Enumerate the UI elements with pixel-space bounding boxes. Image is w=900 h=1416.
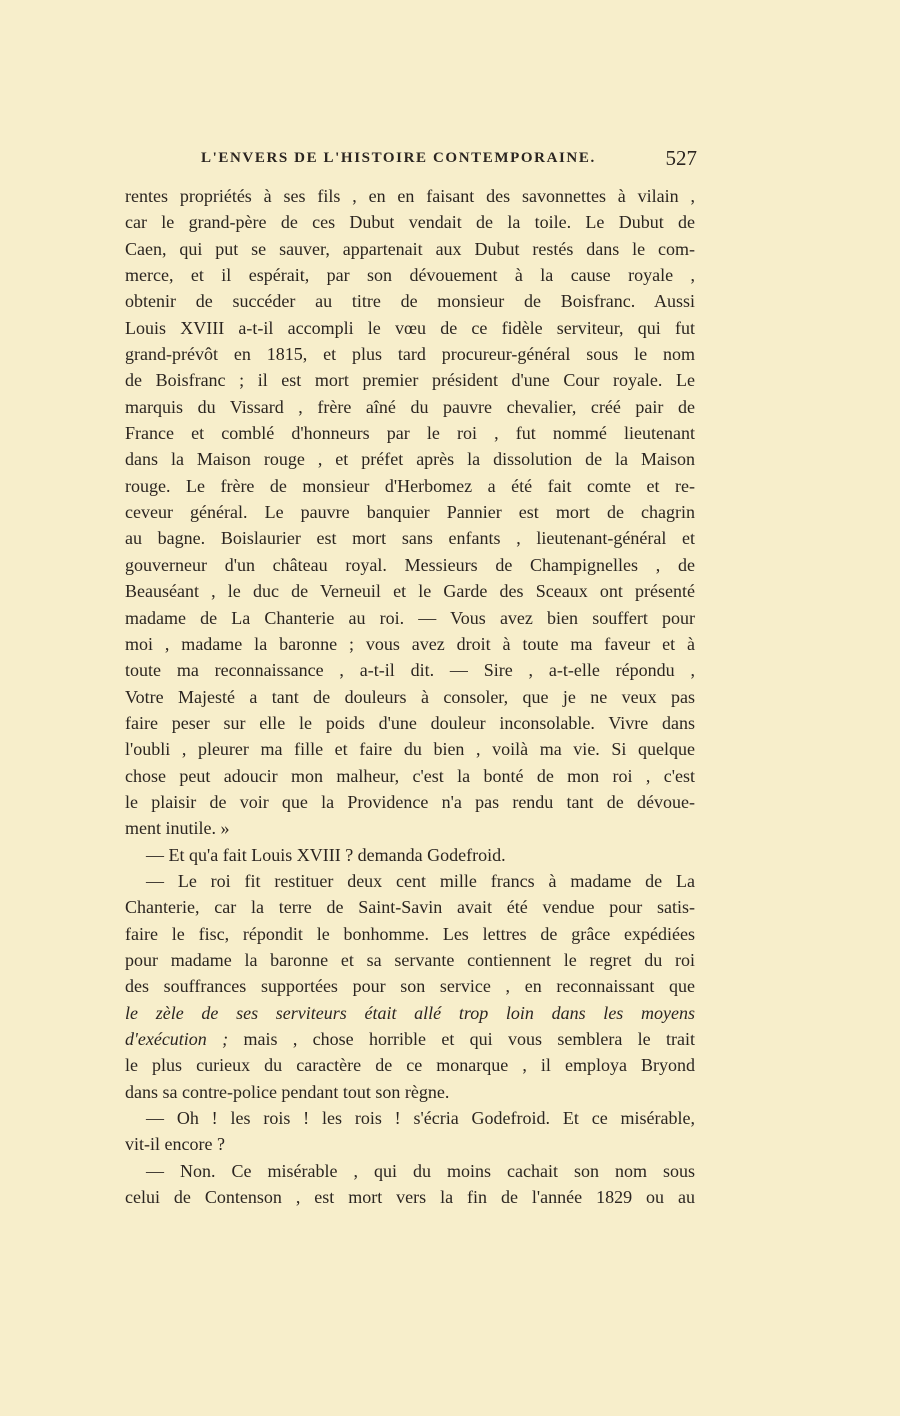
text-line <box>125 288 695 314</box>
text-span: toute ma reconnaissance , a-t-il dit. — Sire , a-t-elle répondu , <box>125 660 695 681</box>
text-span: Caen, qui put se sauver, appartenait aux Dubut restés dans le com- <box>125 238 695 259</box>
text-span: celui de Contenson , est mort vers la fin de l'année 1829 ou au <box>125 1187 695 1208</box>
text-line <box>125 1105 695 1131</box>
text-line <box>125 341 695 367</box>
text-span: pour madame la baronne et sa servante contiennent le regret du roi <box>125 949 695 970</box>
text-line <box>125 183 695 209</box>
running-title: L'ENVERS DE L'HISTOIRE CONTEMPORAINE. <box>201 150 596 166</box>
text-span: — Le roi fit restituer deux cent mille francs à madame de La <box>146 870 695 891</box>
text-span: marquis du Vissard , frère aîné du pauvre chevalier, créé pair de <box>125 396 695 417</box>
italic-text: d'exécution ; <box>125 1029 229 1049</box>
text-line <box>125 631 695 657</box>
text-line <box>125 973 695 999</box>
text-line <box>125 684 695 710</box>
text-span: madame de La Chanterie au roi. — Vous avez bien souffert pour <box>125 607 695 628</box>
text-line <box>125 262 695 288</box>
text-span: France et comblé d'honneurs par le roi , fut nommé lieutenant <box>125 423 695 444</box>
text-line <box>125 1131 695 1157</box>
text-span: dans la Maison rouge , et préfet après la dissolution de la Maison <box>125 449 695 470</box>
text-line <box>125 499 695 525</box>
text-span: Chanterie, car la terre de Saint-Savin avait été vendue pour satis- <box>125 897 695 918</box>
text-line <box>125 789 695 815</box>
text-line <box>125 578 695 604</box>
text-line <box>125 1026 695 1052</box>
text-span: rentes propriétés à ses fils , en en faisant des savonnettes à vilain , <box>125 186 695 206</box>
text-span: l'oubli , pleurer ma fille et faire du bien , voilà ma vie. Si quelque <box>125 739 695 760</box>
text-line <box>125 1184 695 1210</box>
text-line <box>125 1052 695 1078</box>
text-line <box>125 473 695 499</box>
text-span: au bagne. Boislaurier est mort sans enfants , lieutenant-général et <box>125 528 695 549</box>
text-line <box>125 815 695 841</box>
page-header <box>125 148 697 174</box>
text-line <box>125 525 695 551</box>
text-span: — Oh ! les rois ! les rois ! s'écria Godefroid. Et ce misérable, <box>146 1108 695 1129</box>
text-span: rouge. Le frère de monsieur d'Herbomez a été fait comte et re- <box>125 475 695 496</box>
text-line <box>125 657 695 683</box>
text-span: mais , chose horrible et qui vous semblera le trait <box>228 1029 695 1049</box>
text-line <box>125 1158 695 1184</box>
text-span: — Non. Ce misérable , qui du moins cachait son nom sous <box>146 1160 695 1181</box>
text-line <box>125 209 695 235</box>
italic-text: le zèle de ses serviteurs était allé trop loin dans les moyens <box>125 1002 695 1023</box>
page-number: 527 <box>665 146 697 170</box>
text-line <box>125 763 695 789</box>
text-span: dans sa contre-police pendant tout son règne. <box>125 1081 450 1102</box>
text-line <box>125 736 695 762</box>
text-span: le plus curieux du caractère de ce monarque , il employa Bryond <box>125 1055 695 1076</box>
text-line <box>125 868 695 894</box>
text-span: chose peut adoucir mon malheur, c'est la bonté de mon roi , c'est <box>125 765 695 786</box>
text-line <box>125 710 695 736</box>
text-span: le plaisir de voir que la Providence n'a pas rendu tant de dévoue- <box>125 791 695 812</box>
text-span: vit-il encore ? <box>125 1134 225 1155</box>
text-line <box>125 894 695 920</box>
text-span: des souffrances supportées pour son service , en reconnaissant que <box>125 976 695 997</box>
text-line <box>125 420 695 446</box>
text-span: Votre Majesté a tant de douleurs à consoler, que je ne veux pas <box>125 686 695 707</box>
text-span: obtenir de succéder au titre de monsieur de Boisfranc. Aussi <box>125 291 695 312</box>
text-span: moi , madame la baronne ; vous avez droit à toute ma faveur et à <box>125 633 695 654</box>
text-span: Beauséant , le duc de Verneuil et le Garde des Sceaux ont présenté <box>125 581 695 602</box>
text-span: gouverneur d'un château royal. Messieurs de Champignelles , de <box>125 554 695 575</box>
text-span: merce, et il espérait, par son dévouement à la cause royale , <box>125 265 695 286</box>
text-line <box>125 315 695 341</box>
text-span: grand-prévôt en 1815, et plus tard procureur-général sous le nom <box>125 344 695 365</box>
text-span: ceveur général. Le pauvre banquier Pannier est mort de chagrin <box>125 502 695 523</box>
text-span: — Et qu'a fait Louis XVIII ? demanda Godefroid. <box>146 844 506 865</box>
text-span: Louis XVIII a-t-il accompli le vœu de ce fidèle serviteur, qui fut <box>125 317 695 338</box>
text-line <box>125 842 695 868</box>
text-line <box>125 367 695 393</box>
text-span: car le grand-père de ces Dubut vendait de la toile. Le Dubut de <box>125 212 695 233</box>
text-span: faire peser sur elle le poids d'une douleur inconsolable. Vivre dans <box>125 712 695 733</box>
text-line <box>125 605 695 631</box>
text-line <box>125 394 695 420</box>
page-body-text <box>125 183 695 1210</box>
text-line <box>125 446 695 472</box>
text-span: de Boisfranc ; il est mort premier président d'une Cour royale. Le <box>125 370 695 391</box>
text-line <box>125 1079 695 1105</box>
text-line <box>125 921 695 947</box>
text-span: ment inutile. » <box>125 818 230 839</box>
text-line <box>125 1000 695 1026</box>
text-span: faire le fisc, répondit le bonhomme. Les lettres de grâce expédiées <box>125 923 695 944</box>
text-line <box>125 947 695 973</box>
text-line <box>125 552 695 578</box>
text-line <box>125 236 695 262</box>
